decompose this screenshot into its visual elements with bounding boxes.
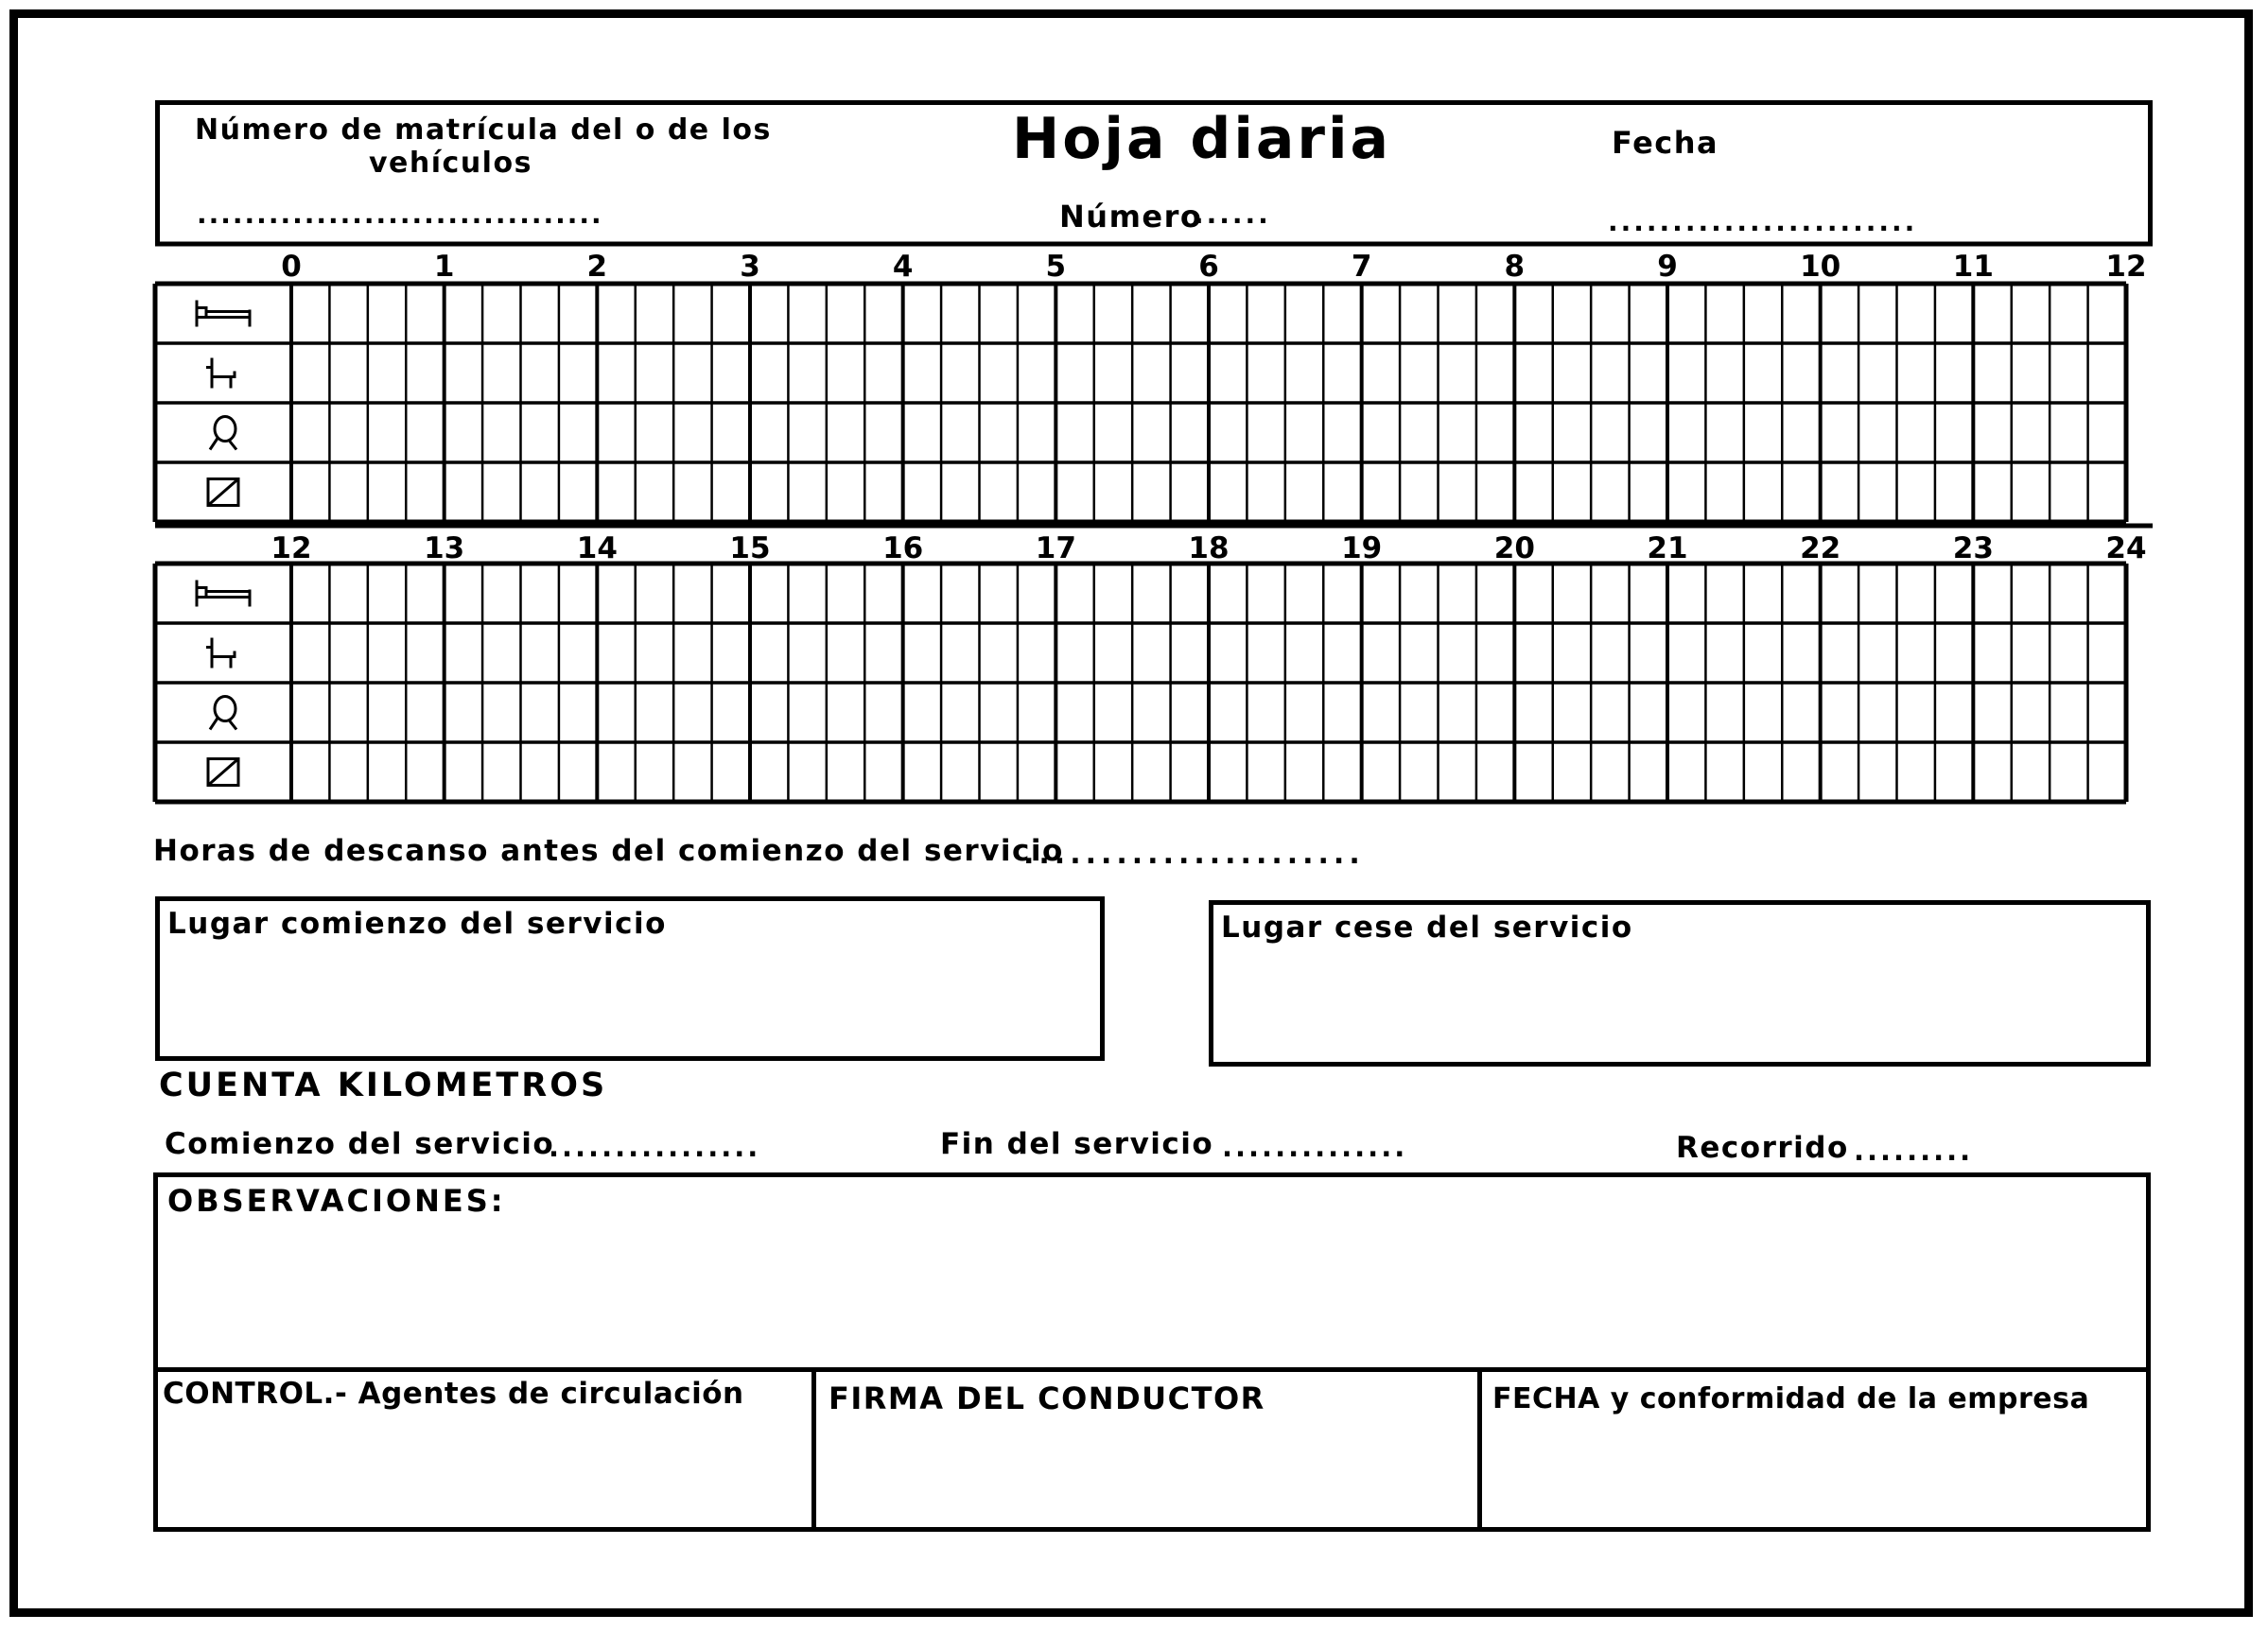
steering-wheel-icon: [210, 697, 236, 730]
hour-label-top-5: 5: [1045, 250, 1067, 284]
hour-label-top-10: 10: [1800, 250, 1841, 284]
date-label: Fecha: [1612, 125, 1719, 161]
company-conformity-label: FECHA y conformidad de la empresa: [1492, 1382, 2090, 1415]
driver-signature-label: FIRMA DEL CONDUCTOR: [829, 1380, 1265, 1416]
hour-label-top-3: 3: [740, 250, 760, 284]
odometer-start-label: Comienzo del servicio: [165, 1127, 555, 1161]
rest-hours-field[interactable]: ......................: [1023, 838, 1365, 871]
hour-label-bottom-16: 16: [882, 531, 924, 565]
hour-label-top-8: 8: [1504, 250, 1526, 284]
registration-field[interactable]: ..................................: [197, 199, 603, 230]
distance-label: Recorrido: [1676, 1131, 1849, 1165]
footer-divider-1: [811, 1367, 816, 1532]
hatched-box-icon: [208, 479, 238, 506]
seat-icon: [206, 638, 235, 668]
end-place-box[interactable]: [1209, 900, 2151, 1067]
control-label: CONTROL.- Agentes de circulación: [163, 1377, 744, 1411]
odometer-start-field[interactable]: ................: [549, 1131, 761, 1163]
registration-label-cont: vehículos: [369, 147, 532, 180]
start-place-label: Lugar comienzo del servicio: [167, 907, 667, 941]
hour-label-top-9: 9: [1657, 250, 1678, 284]
hour-label-top-6: 6: [1198, 250, 1219, 284]
bed-icon: [197, 581, 250, 607]
hour-label-bottom-18: 18: [1188, 531, 1230, 565]
distance-field[interactable]: .........: [1854, 1135, 1974, 1167]
hour-label-top-12: 12: [2105, 250, 2147, 284]
observations-frame[interactable]: [153, 1172, 2151, 1532]
hour-label-top-11: 11: [1952, 250, 1994, 284]
hour-label-bottom-20: 20: [1493, 531, 1535, 565]
date-field[interactable]: ........................: [1608, 206, 1918, 237]
end-place-label: Lugar cese del servicio: [1221, 911, 1633, 945]
footer-divider: [153, 1367, 2151, 1372]
odometer-end-field[interactable]: ..............: [1222, 1131, 1408, 1163]
hour-label-bottom-14: 14: [576, 531, 618, 565]
registration-label: Número de matrícula del o de los: [195, 113, 772, 147]
hour-label-top-0: 0: [281, 250, 302, 284]
bed-icon: [197, 301, 250, 327]
odometer-end-label: Fin del servicio: [940, 1127, 1214, 1161]
seat-icon: [206, 358, 235, 389]
observations-label: OBSERVACIONES:: [167, 1183, 506, 1219]
odometer-heading: CUENTA KILOMETROS: [159, 1067, 608, 1104]
page-title: Hoja diaria: [1012, 106, 1392, 172]
hour-label-bottom-21: 21: [1647, 531, 1688, 565]
hour-label-top-1: 1: [433, 250, 455, 284]
footer-divider-2: [1477, 1367, 1482, 1532]
rest-hours-label: Horas de descanso antes del comienzo del servicio: [153, 834, 1064, 868]
hour-label-top-2: 2: [586, 250, 608, 284]
hour-label-top-4: 4: [892, 250, 914, 284]
hour-label-bottom-12: 12: [270, 531, 312, 565]
hour-label-bottom-13: 13: [424, 531, 465, 565]
hour-label-bottom-17: 17: [1035, 531, 1076, 565]
hour-label-bottom-23: 23: [1952, 531, 1994, 565]
hour-label-bottom-24: 24: [2105, 531, 2147, 565]
number-label: Número: [1059, 199, 1203, 234]
steering-wheel-icon: [210, 417, 236, 450]
hour-label-bottom-22: 22: [1800, 531, 1841, 565]
hour-label-bottom-15: 15: [729, 531, 771, 565]
number-field[interactable]: ......: [1194, 199, 1271, 230]
hour-label-top-7: 7: [1351, 250, 1372, 284]
hatched-box-icon: [208, 759, 238, 786]
hour-label-bottom-19: 19: [1341, 531, 1383, 565]
start-place-box[interactable]: [155, 896, 1105, 1061]
